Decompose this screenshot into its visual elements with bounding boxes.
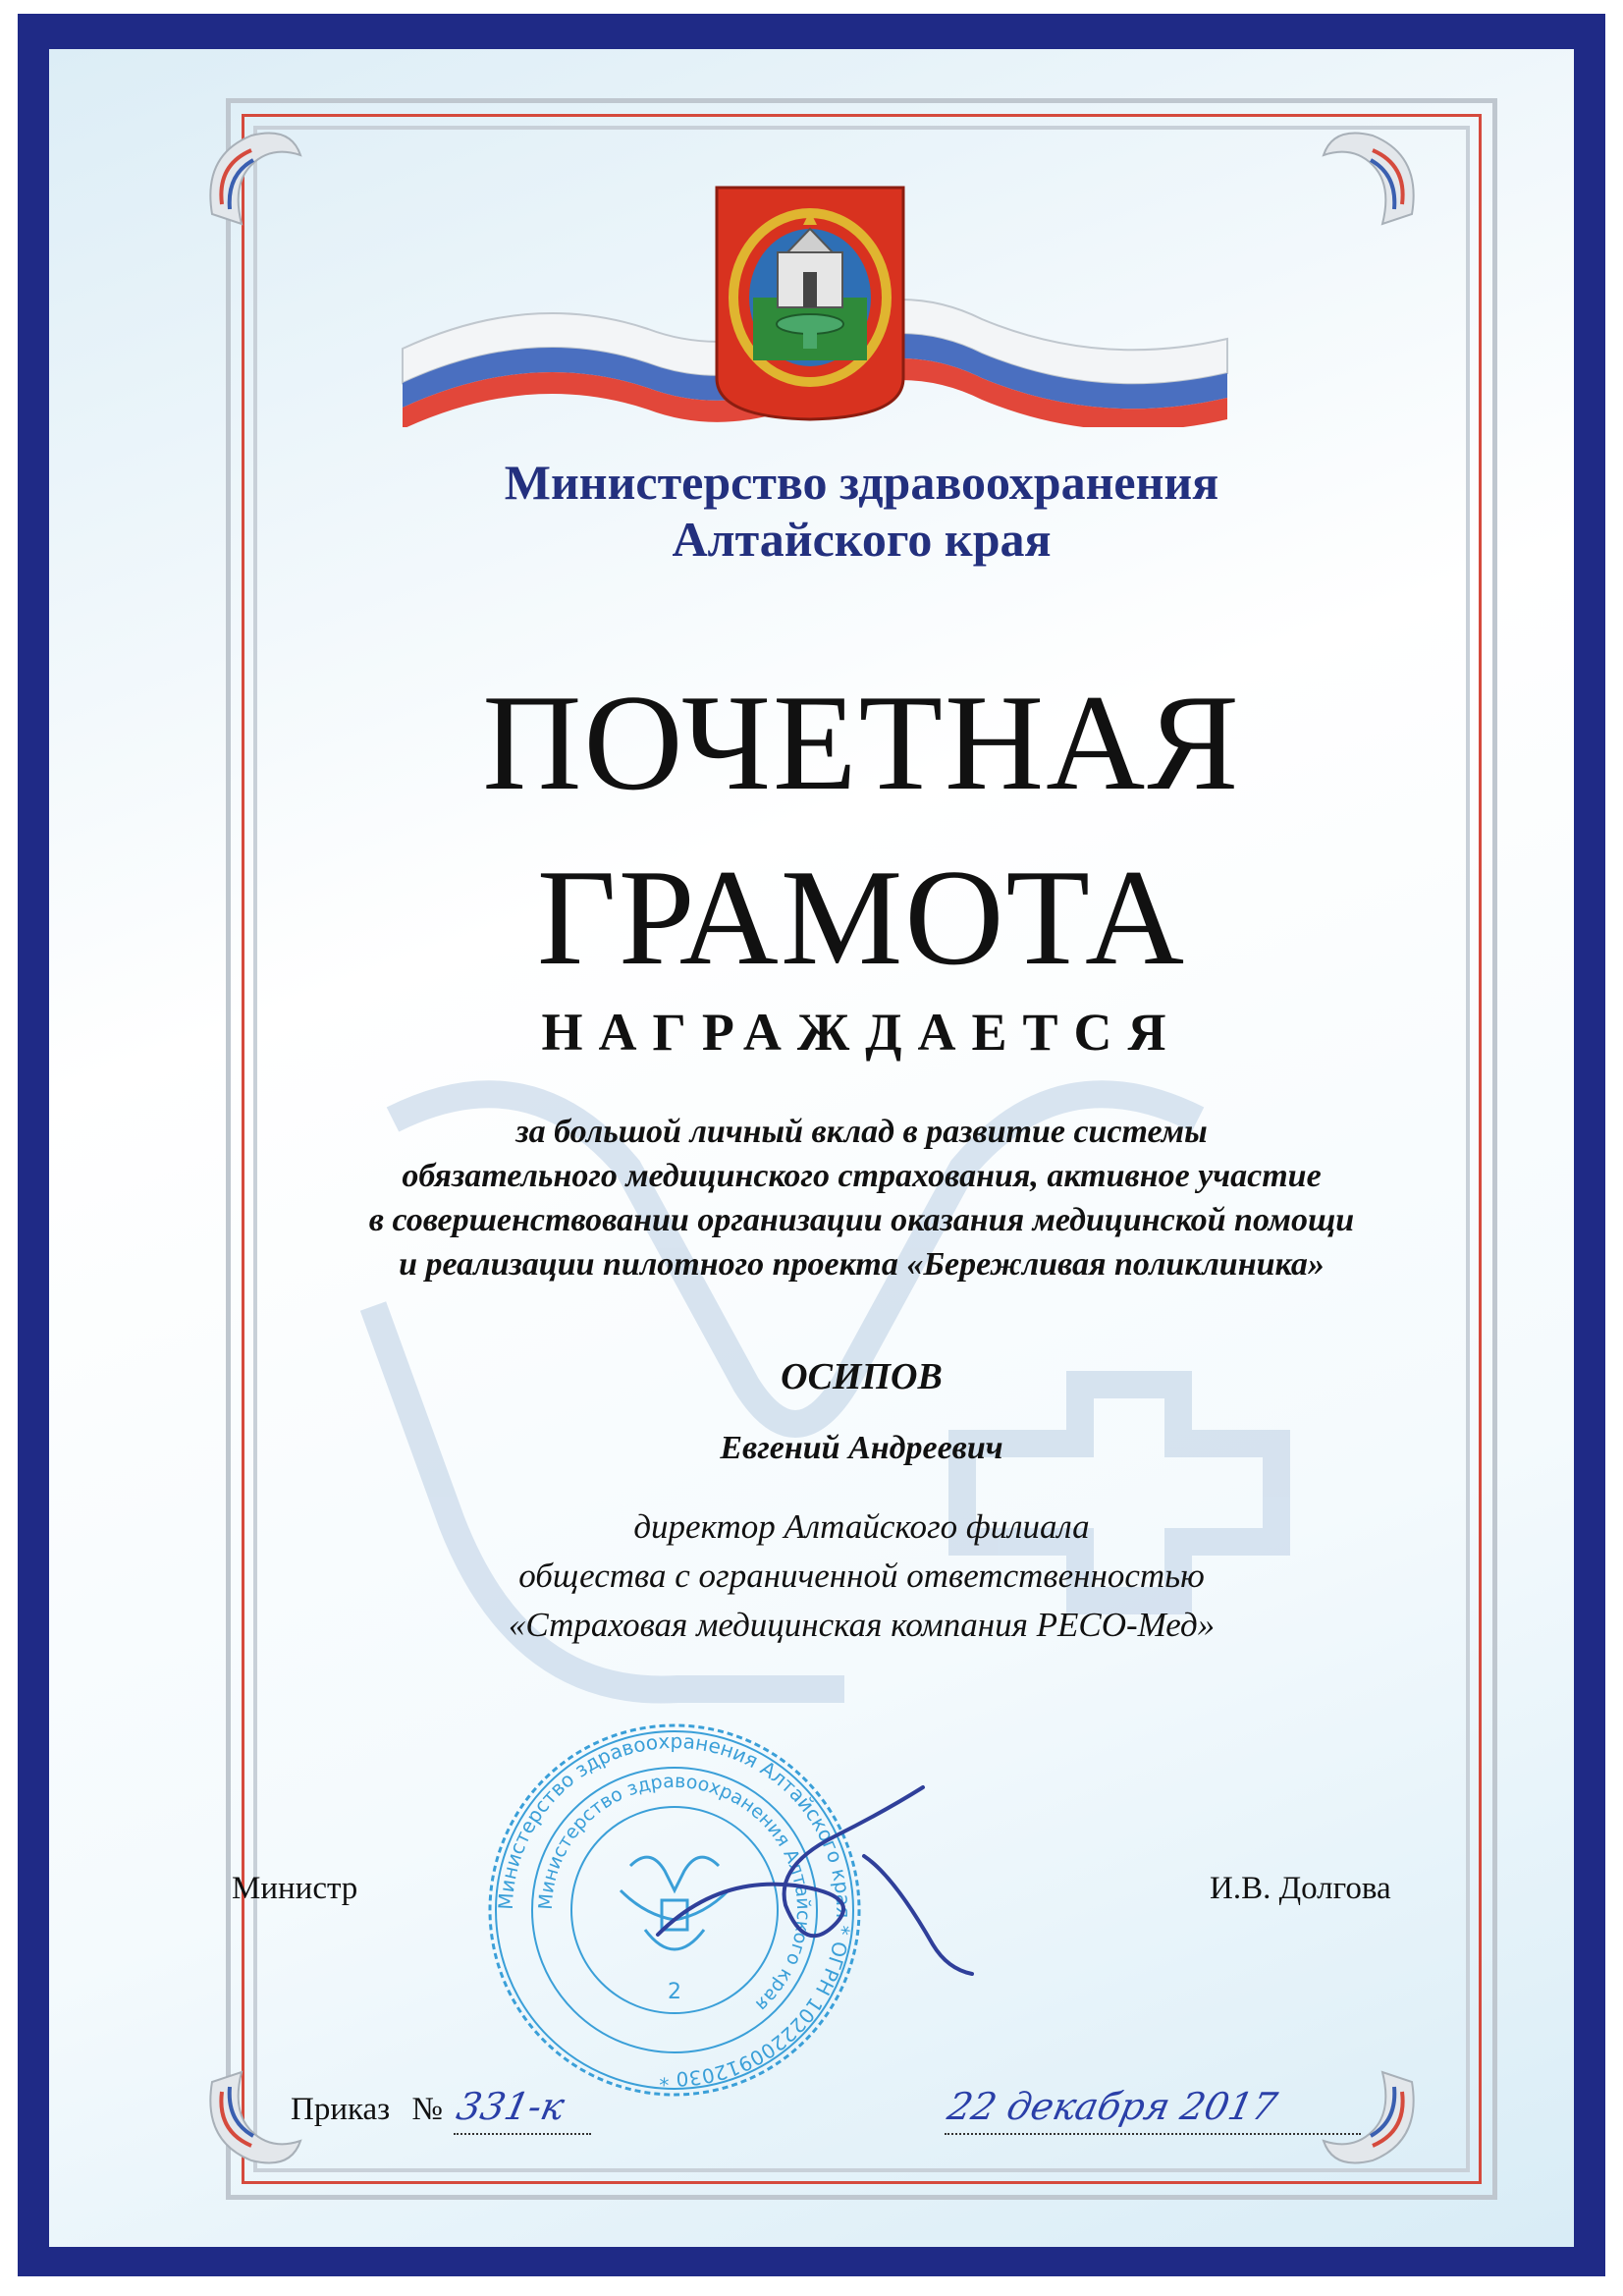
recipient-surname: ОСИПОВ xyxy=(781,1356,943,1397)
recipient-given-names: Евгений Андреевич xyxy=(720,1430,1003,1466)
signatory-role: Министр xyxy=(232,1871,358,1906)
reason-line-1: за большой личный вклад в развитие системы xyxy=(515,1114,1208,1150)
certificate-title xyxy=(253,656,1470,1006)
recipient-position xyxy=(253,1503,1470,1650)
order-label: Приказ xyxy=(291,2092,391,2127)
title-line-2: ГРАМОТА xyxy=(536,842,1187,994)
minister-handwritten-signature xyxy=(638,1768,992,1994)
reason-line-2: обязательного медицинского страхования, активное участие xyxy=(402,1158,1322,1194)
order-date-underline xyxy=(945,2133,1361,2135)
stamp-inner-text: Министерство здравоохранения Алтайского края xyxy=(534,1770,815,2016)
ministry-name xyxy=(253,454,1470,568)
order-number-underline xyxy=(454,2133,591,2135)
order-number-sign: № xyxy=(411,2092,443,2127)
order-number-handwritten: 331-к xyxy=(453,2085,568,2128)
corner-ribbon-top-right xyxy=(1314,116,1432,234)
order-line xyxy=(291,2092,443,2128)
altai-krai-coat-of-arms xyxy=(709,182,911,423)
ministry-line-1: Министерство здравоохранения xyxy=(504,455,1219,510)
ministry-line-2: Алтайского края xyxy=(672,512,1052,567)
awarded-heading: НАГРАЖДАЕТСЯ xyxy=(541,1003,1182,1062)
award-reason xyxy=(253,1110,1470,1286)
title-line-1: ПОЧЕТНАЯ xyxy=(482,667,1241,819)
position-line-1: директор Алтайского филиала xyxy=(633,1507,1090,1546)
order-date-handwritten: 22 декабря 2017 xyxy=(944,2085,1281,2128)
position-line-2: общества с ограниченной ответственностью xyxy=(518,1557,1205,1595)
corner-ribbon-top-left xyxy=(192,116,310,234)
position-line-3: «Страховая медицинская компания РЕСО-Мед» xyxy=(508,1606,1216,1644)
stamp-center-number: 2 xyxy=(668,1980,681,2004)
stamp-outer-text: Министерство здравоохранения Алтайского края * ОГРН 1022200912030 * xyxy=(493,1728,856,2092)
signatory-name: И.В. Долгова xyxy=(1210,1871,1391,1906)
corner-ribbon-bottom-right xyxy=(1314,2062,1432,2180)
reason-line-3: в совершенствовании организации оказания медицинской помощи xyxy=(368,1202,1355,1238)
reason-line-4: и реализации пилотного проекта «Бережливая поликлиника» xyxy=(399,1246,1325,1283)
